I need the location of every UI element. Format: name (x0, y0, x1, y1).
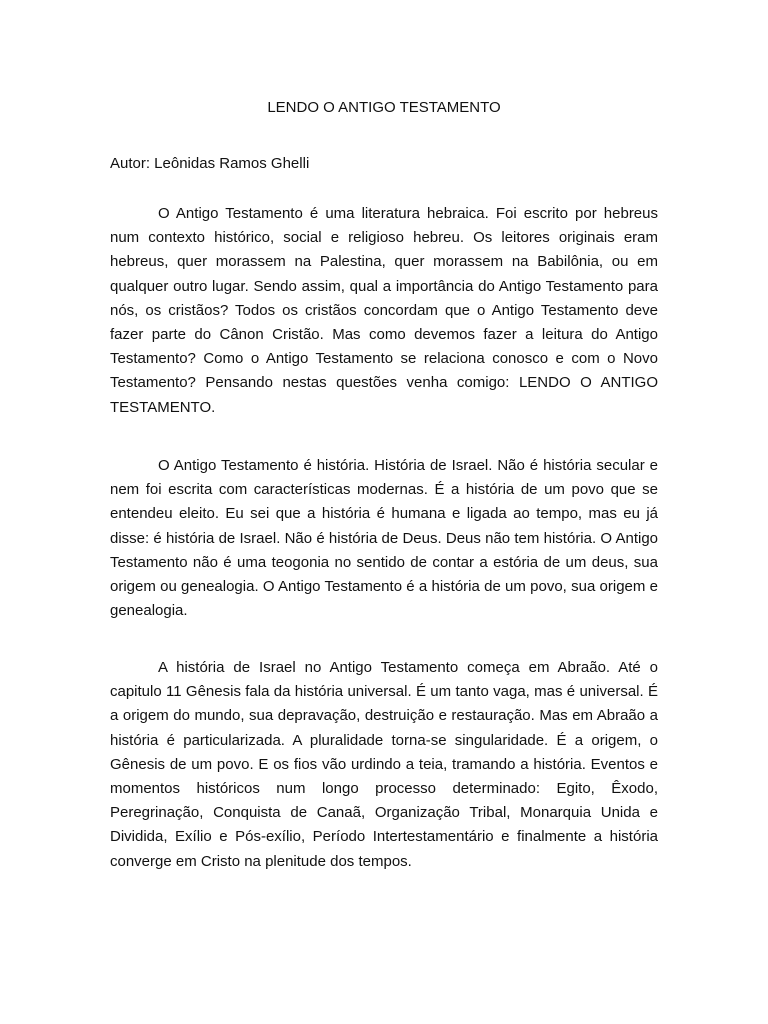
document-title: LENDO O ANTIGO TESTAMENTO (267, 99, 501, 116)
paragraph-3: A história de Israel no Antigo Testamento começa em Abraão. Até o capitulo 11 Gênesis fala da história universal. É um tanto vaga, mas é universal. É a origem do mundo, sua depravação, destruição e restauração. Mas em Abraão a história é particularizada. A pluralidade torna-se singularidade. É a origem, o Gênesis de um povo. E os fios vão urdindo a teia, tramando a história. Eventos e momentos históricos num longo processo determinado: Egito, Êxodo, Peregrinação, Conquista de Canaã, Organização Tribal, Monarquia Unida e Dividida, Exílio e Pós-exílio, Período Intertestamentário e finalmente a história converge em Cristo na plenitude dos tempos. (110, 659, 658, 870)
author-line: Autor: Leônidas Ramos Ghelli (110, 155, 310, 172)
paragraph-2: O Antigo Testamento é história. História de Israel. Não é história secular e nem foi escrita com características modernas. É a história de um povo que se entendeu eleito. Eu sei que a história é humana e ligada ao tempo, mas eu já disse: é história de Israel. Não é história de Deus. Deus não tem história. O Antigo Testamento não é uma teogonia no sentido de contar a estória de um deus, sua origem ou genealogia. O Antigo Testamento é a história de um povo, sua origem e genealogia. (110, 457, 658, 620)
paragraph-1: O Antigo Testamento é uma literatura hebraica. Foi escrito por hebreus num contexto histórico, social e religioso hebreu. Os leitores originais eram hebreus, quer morassem na Palestina, quer morassem na Babilônia, ou em qualquer outro lugar. Sendo assim, qual a importância do Antigo Testamento para nós, os cristãos? Todos os cristãos concordam que o Antigo Testamento deve fazer parte do Cânon Cristão. Mas como devemos fazer a leitura do Antigo Testamento? Como o Antigo Testamento se relaciona conosco e com o Novo Testamento? Pensando nestas questões venha comigo: LENDO O ANTIGO TESTAMENTO. (110, 205, 658, 416)
